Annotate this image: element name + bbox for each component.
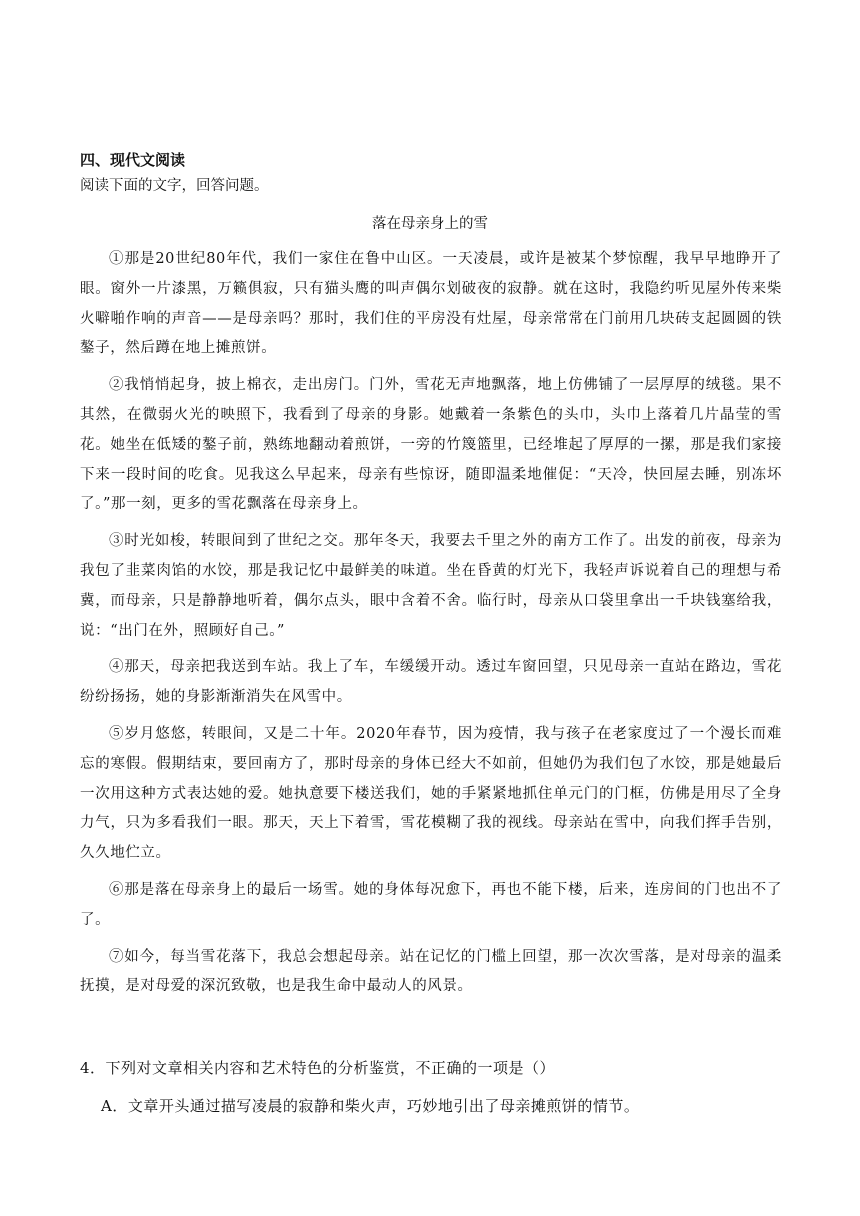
paragraph-4: ④那天，母亲把我送到车站。我上了车，车缓缓开动。透过车窗回望，只见母亲一直站在路边，雪花纷纷扬扬，她的身影渐渐消失在风雪中。	[80, 659, 782, 706]
paragraph-7: ⑦如今，每当雪花落下，我总会想起母亲。站在记忆的门槛上回望，那一次次雪落，是对母亲的温柔抚摸，是对母爱的深沉致敬，也是我生命中最动人的风景。	[80, 948, 782, 995]
paragraph-3: ③时光如梭，转眼间到了世纪之交。那年冬天，我要去千里之外的南方工作了。出发的前夜，母亲为我包了韭菜肉馅的水饺，那是我记忆中最鲜美的味道。坐在昏黄的灯光下，我轻声诉说着自己的理想与希冀，而母亲，只是静静地听着，偶尔点头，眼中含着不舍。临行时，母亲从口袋里拿出一千块钱塞给我，说：“出门在外，照顾好自己。”	[80, 533, 782, 639]
article-title: 落在母亲身上的雪	[372, 216, 488, 232]
reading-instruction: 阅读下面的文字，回答问题。	[80, 178, 269, 194]
paragraph-6: ⑥那是落在母亲身上的最后一场雪。她的身体每况愈下，再也不能下楼，后来，连房间的门也出不了了。	[80, 881, 782, 928]
paragraph-5: ⑤岁月悠悠，转眼间，又是二十年。2020年春节，因为疫情，我与孩子在老家度过了一个漫长而难忘的寒假。假期结束，要回南方了，那时母亲的身体已经大不如前，但她仍为我们包了水饺，那是她最后一次用这种方式表达她的爱。她执意要下楼送我们，她的手紧紧地抓住单元门的门框，仿佛是用尽了全身力气，只为多看我们一眼。那天，天上下着雪，雪花模糊了我的视线。母亲站在雪中，向我们挥手告别，久久地伫立。	[80, 725, 782, 862]
section-heading: 四、现代文阅读	[80, 151, 186, 169]
paragraph-2: ②我悄悄起身，披上棉衣，走出房门。门外，雪花无声地飘落，地上仿佛铺了一层厚厚的绒毯。果不其然，在微弱火光的映照下，我看到了母亲的身影。她戴着一条紫色的头巾，头巾上落着几片晶莹的雪花。她坐在低矮的鏊子前，熟练地翻动着煎饼，一旁的竹篾篮里，已经堆起了厚厚的一摞，那是我们家接下来一段时间的吃食。见我这么早起来，母亲有些惊讶，随即温柔地催促：“天冷，快回屋去睡，别冻坏了。”那一刻，更多的雪花飘落在母亲身上。	[80, 377, 782, 513]
question-4-option-a: A．文章开头通过描写凌晨的寂静和柴火声，巧妙地引出了母亲摊煎饼的情节。	[101, 1097, 640, 1115]
question-4-prompt: 4．下列对文章相关内容和艺术特色的分析鉴赏，不正确的一项是（）	[80, 1059, 556, 1077]
paragraph-1: ①那是20世纪80年代，我们一家住在鲁中山区。一天凌晨，或许是被某个梦惊醒，我早早地睁开了眼。窗外一片漆黑，万籁俱寂，只有猫头鹰的叫声偶尔划破夜的寂静。就在这时，我隐约听见屋外传来柴火噼啪作响的声音——是母亲吗？那时，我们住的平房没有灶屋，母亲常常在门前用几块砖支起圆圆的铁鏊子，然后蹲在地上摊煎饼。	[80, 251, 782, 357]
article-body	[80, 245, 782, 1009]
